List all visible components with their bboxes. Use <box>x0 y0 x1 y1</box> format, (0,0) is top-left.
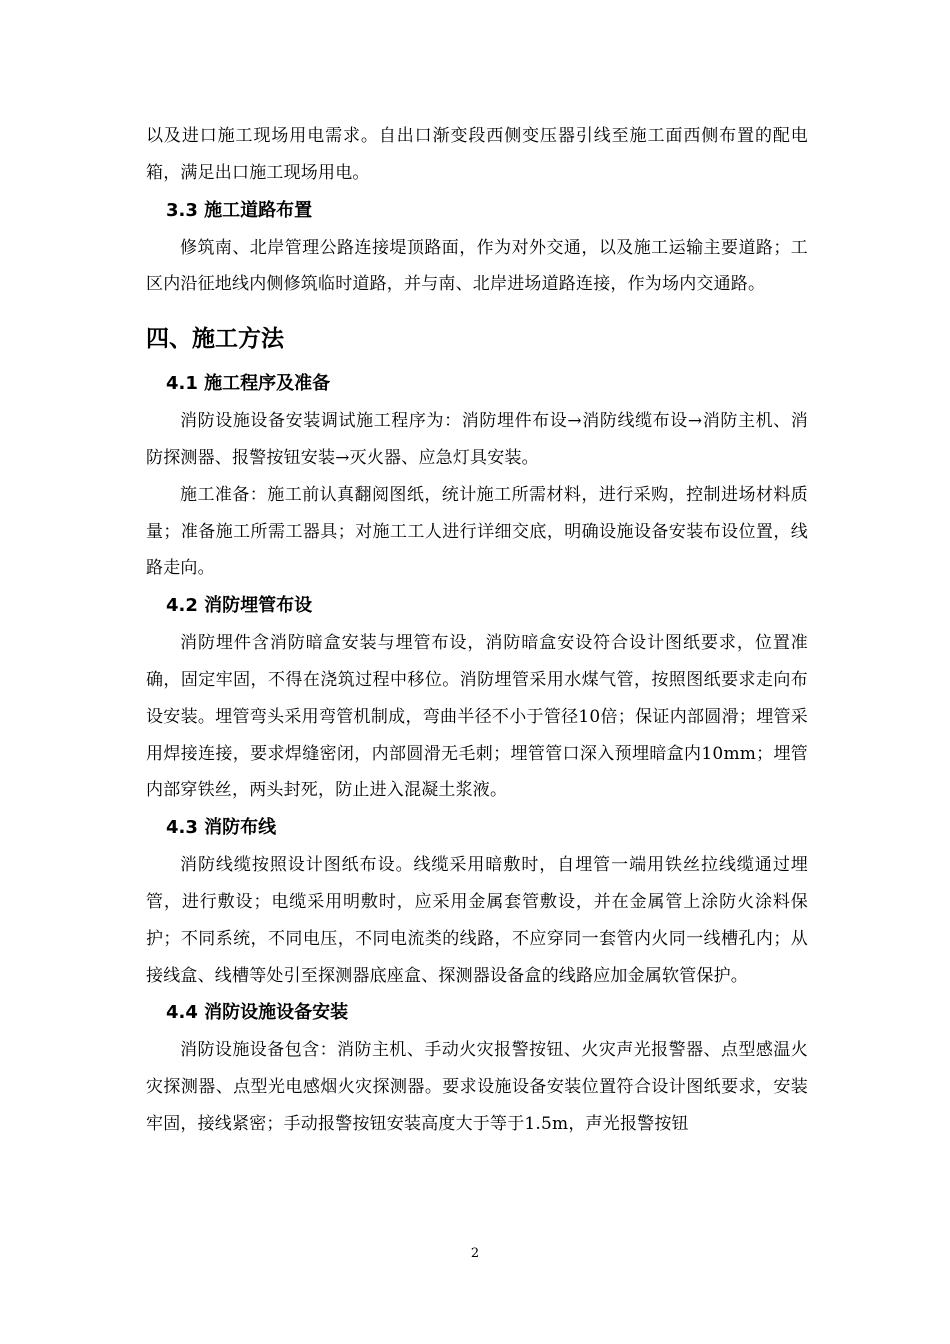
document-body <box>146 118 808 1143</box>
page-number: 2 <box>470 1246 480 1261</box>
paragraph-conduit: 消防埋件含消防暗盒安装与埋管布设，消防暗盒安设符合设计图纸要求，位置准确，固定牢固，不得在浇筑过程中移位。消防埋管采用水煤气管，按照图纸要求走向布设安装。埋管弯头采用弯管机制成，弯曲半径不小于管径10倍；保证内部圆滑；埋管采用焊接连接，要求焊缝密闭，内部圆滑无毛刺；埋管管口深入预埋暗盒内10mm；埋管内部穿铁丝，两头封死，防止进入混凝土浆液。 <box>146 633 808 801</box>
paragraph-equipment: 消防设施设备包含：消防主机、手动火灾报警按钮、火灾声光报警器、点型感温火灾探测器、点型光电感烟火灾探测器。要求设施设备安装位置符合设计图纸要求，安装牢固，接线紧密；手动报警按钮安装高度大于等于1.5m，声光报警按钮 <box>146 1040 808 1134</box>
paragraph-procedure: 消防设施设备安装调试施工程序为：消防埋件布设→消防线缆布设→消防主机、消防探测器、报警按钮安装→灭火器、应急灯具安装。 <box>146 411 808 468</box>
heading-4-2-conduit: 4.2 消防埋管布设 <box>166 595 313 617</box>
heading-4-construction-method: 四、施工方法 <box>146 326 284 353</box>
heading-4-1-procedure: 4.1 施工程序及准备 <box>166 373 331 395</box>
paragraph-road-layout: 修筑南、北岸管理公路连接堤顶路面，作为对外交通，以及施工运输主要道路；工区内沿征地线内侧修筑临时道路，并与南、北岸进场道路连接，作为场内交通路。 <box>146 237 808 295</box>
paragraph-wiring: 消防线缆按照设计图纸布设。线缆采用暗敷时，自埋管一端用铁丝拉线缆通过埋管，进行敷设；电缆采用明敷时，应采用金属套管敷设，并在金属管上涂防火涂料保护；不同系统，不同电压，不同电流类的线路，不应穿同一套管内火同一线槽孔内；从接线盒、线槽等处引至探测器底座盒、探测器设备盒的线路应加金属软管保护。 <box>146 855 808 986</box>
heading-3-3-road-layout: 3.3 施工道路布置 <box>166 199 313 221</box>
heading-4-4-equipment: 4.4 消防设施设备安装 <box>166 1002 349 1024</box>
paragraph-preparation: 施工准备：施工前认真翻阅图纸，统计施工所需材料，进行采购，控制进场材料质量；准备施工所需工器具；对施工工人进行详细交底，明确设施设备安装布设位置，线路走向。 <box>146 484 808 579</box>
paragraph-power-supply: 以及进口施工现场用电需求。自出口渐变段西侧变压器引线至施工面西侧布置的配电箱，满足出口施工现场用电。 <box>146 126 808 183</box>
heading-4-3-wiring: 4.3 消防布线 <box>166 817 277 839</box>
